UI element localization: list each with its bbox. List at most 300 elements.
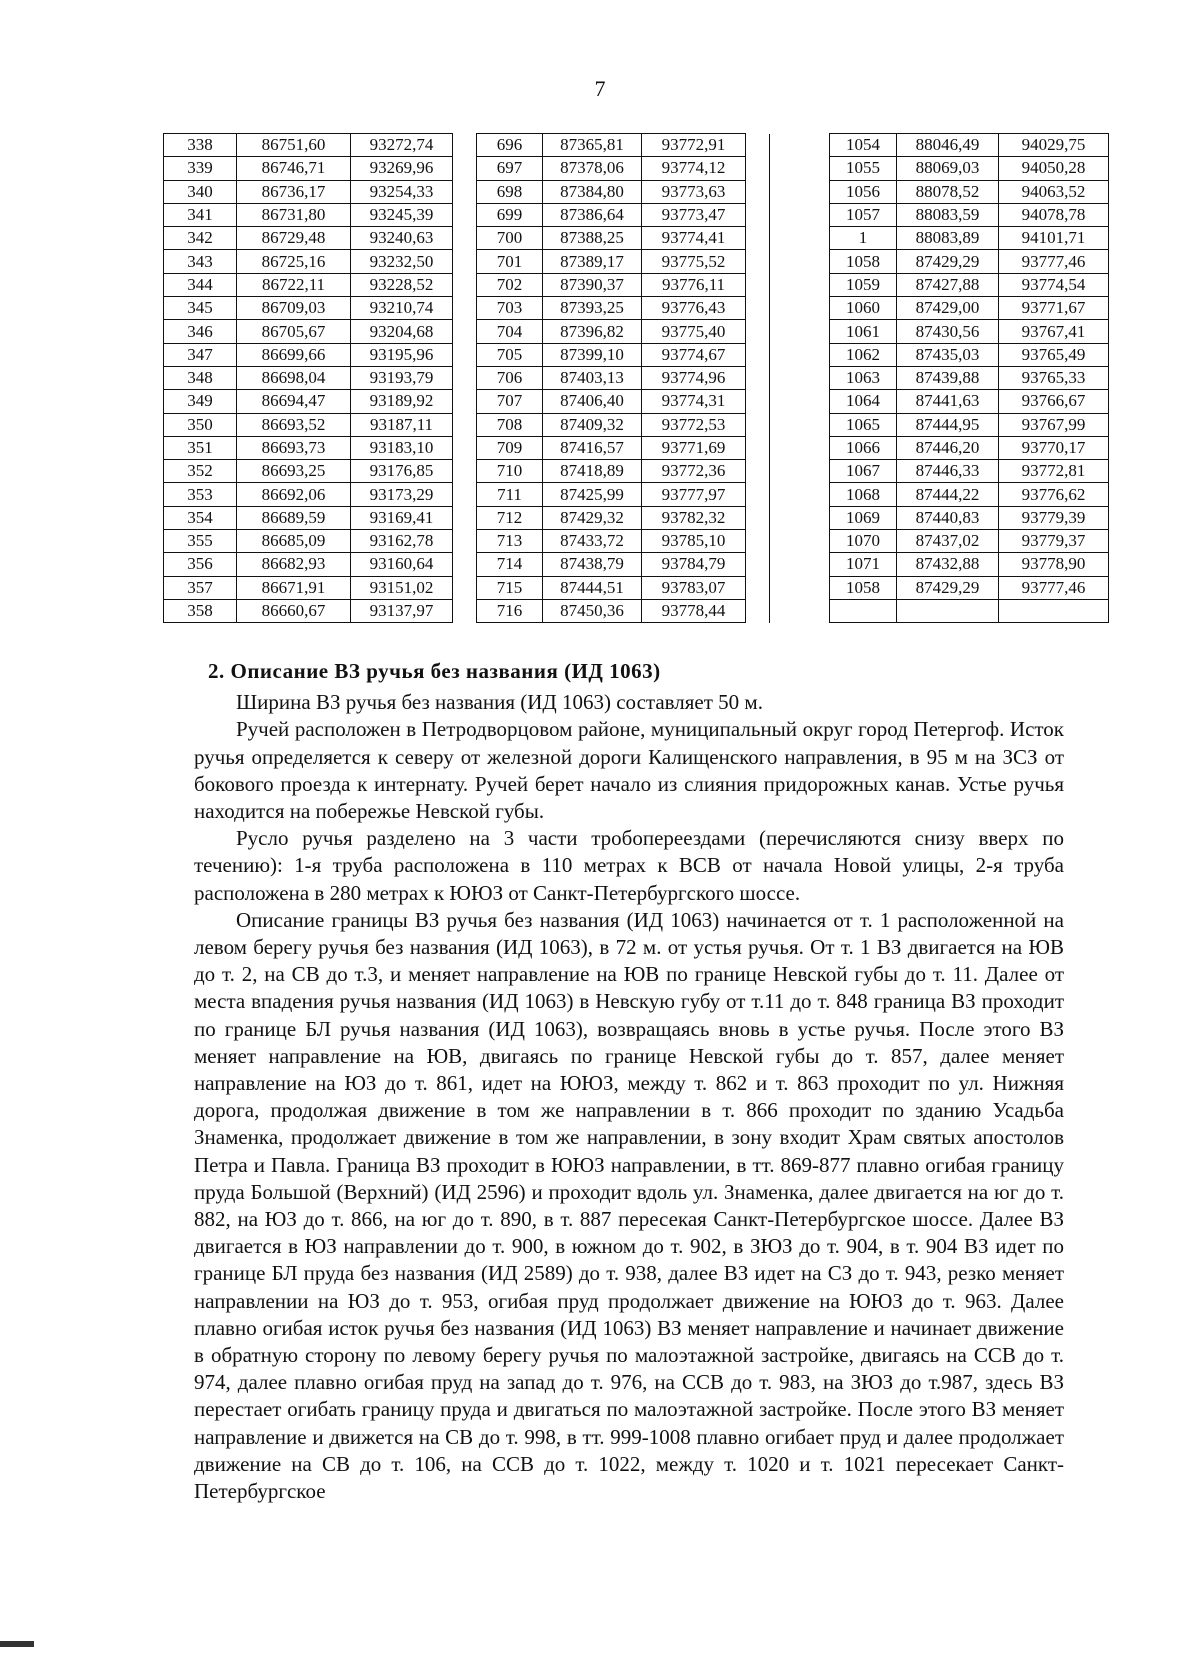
y-coordinate-cell: 93767,99 — [999, 413, 1109, 436]
table-row — [830, 506, 1109, 529]
point-number-cell: 1063 — [830, 366, 897, 389]
column-gap — [453, 343, 477, 366]
column-gap — [746, 134, 770, 157]
x-coordinate-cell: 87386,64 — [543, 203, 642, 226]
column-gap — [746, 460, 770, 483]
column-gap — [746, 436, 770, 459]
table-row — [477, 390, 770, 413]
point-number-cell: 343 — [164, 250, 237, 273]
y-coordinate-cell: 93228,52 — [351, 273, 453, 296]
point-number-cell: 357 — [164, 576, 237, 599]
y-coordinate-cell: 93774,12 — [642, 157, 746, 180]
x-coordinate-cell: 87437,02 — [897, 530, 999, 553]
y-coordinate-cell: 93210,74 — [351, 297, 453, 320]
x-coordinate-cell: 86699,66 — [237, 343, 351, 366]
x-coordinate-cell — [897, 599, 999, 622]
y-coordinate-cell: 94078,78 — [999, 203, 1109, 226]
point-number-cell: 344 — [164, 273, 237, 296]
column-gap — [453, 297, 477, 320]
y-coordinate-cell: 93772,53 — [642, 413, 746, 436]
column-gap — [453, 134, 477, 157]
point-number-cell: 1069 — [830, 506, 897, 529]
x-coordinate-cell: 87440,83 — [897, 506, 999, 529]
table-row — [477, 180, 770, 203]
paragraph-width: Ширина ВЗ ручья без названия (ИД 1063) составляет 50 м. — [236, 690, 763, 715]
y-coordinate-cell: 93189,92 — [351, 390, 453, 413]
x-coordinate-cell: 87429,32 — [543, 506, 642, 529]
table-row — [164, 227, 477, 250]
x-coordinate-cell: 87429,00 — [897, 297, 999, 320]
column-gap — [746, 413, 770, 436]
y-coordinate-cell: 93232,50 — [351, 250, 453, 273]
column-gap — [453, 157, 477, 180]
x-coordinate-cell: 87446,33 — [897, 460, 999, 483]
y-coordinate-cell: 93269,96 — [351, 157, 453, 180]
point-number-cell: 1060 — [830, 297, 897, 320]
table-row — [830, 250, 1109, 273]
table-row — [164, 366, 477, 389]
column-gap — [746, 576, 770, 599]
paragraph-channel: Русло ручья разделено на 3 части тробопереездами (перечисляются снизу вверх по течению): 1-я труба расположена в 110 метрах к ВСВ от начала Новой улицы, 2-я труба расположена в 280 метрах к ЮЮЗ от Санкт-Петербургского шоссе. — [194, 826, 1064, 905]
point-number-cell: 701 — [477, 250, 543, 273]
y-coordinate-cell: 93778,90 — [999, 553, 1109, 576]
point-number-cell: 1065 — [830, 413, 897, 436]
x-coordinate-cell: 86694,47 — [237, 390, 351, 413]
column-gap — [453, 413, 477, 436]
table-row — [830, 483, 1109, 506]
x-coordinate-cell: 87446,20 — [897, 436, 999, 459]
x-coordinate-cell: 86693,25 — [237, 460, 351, 483]
column-gap — [746, 180, 770, 203]
table-row — [477, 134, 770, 157]
x-coordinate-cell: 86736,17 — [237, 180, 351, 203]
point-number-cell: 697 — [477, 157, 543, 180]
point-number-cell: 346 — [164, 320, 237, 343]
table-row — [477, 157, 770, 180]
x-coordinate-cell: 87384,80 — [543, 180, 642, 203]
point-number-cell: 349 — [164, 390, 237, 413]
point-number-cell: 353 — [164, 483, 237, 506]
table-row — [164, 320, 477, 343]
table-row — [830, 366, 1109, 389]
point-number-cell: 339 — [164, 157, 237, 180]
point-number-cell: 1068 — [830, 483, 897, 506]
table-row — [830, 599, 1109, 622]
x-coordinate-cell: 86709,03 — [237, 297, 351, 320]
table-row — [164, 203, 477, 226]
x-coordinate-cell: 86725,16 — [237, 250, 351, 273]
section-2 — [194, 658, 1064, 1505]
y-coordinate-cell: 93766,67 — [999, 390, 1109, 413]
y-coordinate-cell: 93779,39 — [999, 506, 1109, 529]
column-gap — [746, 553, 770, 576]
table-row — [477, 320, 770, 343]
point-number-cell: 354 — [164, 506, 237, 529]
y-coordinate-cell: 94101,71 — [999, 227, 1109, 250]
x-coordinate-cell: 87409,32 — [543, 413, 642, 436]
coordinates-table-right — [829, 133, 1109, 623]
y-coordinate-cell: 94063,52 — [999, 180, 1109, 203]
x-coordinate-cell: 87444,22 — [897, 483, 999, 506]
point-number-cell: 713 — [477, 530, 543, 553]
y-coordinate-cell: 93771,69 — [642, 436, 746, 459]
y-coordinate-cell: 93774,96 — [642, 366, 746, 389]
point-number-cell: 1070 — [830, 530, 897, 553]
x-coordinate-cell: 86689,59 — [237, 506, 351, 529]
table-row — [830, 390, 1109, 413]
y-coordinate-cell: 93765,33 — [999, 366, 1109, 389]
x-coordinate-cell: 86729,48 — [237, 227, 351, 250]
x-coordinate-cell: 86705,67 — [237, 320, 351, 343]
x-coordinate-cell: 87435,03 — [897, 343, 999, 366]
y-coordinate-cell: 93776,11 — [642, 273, 746, 296]
table-row — [477, 203, 770, 226]
table-row — [830, 320, 1109, 343]
point-number-cell: 699 — [477, 203, 543, 226]
table-row — [830, 297, 1109, 320]
table-row — [830, 576, 1109, 599]
table-row — [477, 436, 770, 459]
table-row — [830, 203, 1109, 226]
y-coordinate-cell: 93776,62 — [999, 483, 1109, 506]
y-coordinate-cell: 93775,52 — [642, 250, 746, 273]
point-number-cell: 1067 — [830, 460, 897, 483]
table-row — [164, 599, 477, 622]
table-row — [164, 530, 477, 553]
column-gap — [453, 530, 477, 553]
point-number-cell: 1059 — [830, 273, 897, 296]
x-coordinate-cell: 86682,93 — [237, 553, 351, 576]
table-row — [477, 576, 770, 599]
table-row — [164, 343, 477, 366]
table-row — [830, 530, 1109, 553]
point-number-cell: 1058 — [830, 576, 897, 599]
column-gap — [453, 553, 477, 576]
column-gap — [746, 506, 770, 529]
y-coordinate-cell — [999, 599, 1109, 622]
point-number-cell: 1055 — [830, 157, 897, 180]
x-coordinate-cell: 87416,57 — [543, 436, 642, 459]
table-row — [477, 366, 770, 389]
table-row — [164, 250, 477, 273]
x-coordinate-cell: 87389,17 — [543, 250, 642, 273]
y-coordinate-cell: 93778,44 — [642, 599, 746, 622]
point-number-cell: 710 — [477, 460, 543, 483]
y-coordinate-cell: 93770,17 — [999, 436, 1109, 459]
x-coordinate-cell: 86692,06 — [237, 483, 351, 506]
x-coordinate-cell: 86693,52 — [237, 413, 351, 436]
y-coordinate-cell: 93776,43 — [642, 297, 746, 320]
table-row — [164, 297, 477, 320]
table-row — [477, 506, 770, 529]
y-coordinate-cell: 93775,40 — [642, 320, 746, 343]
y-coordinate-cell: 93772,81 — [999, 460, 1109, 483]
x-coordinate-cell: 87425,99 — [543, 483, 642, 506]
point-number-cell: 341 — [164, 203, 237, 226]
x-coordinate-cell: 87365,81 — [543, 134, 642, 157]
x-coordinate-cell: 87433,72 — [543, 530, 642, 553]
table-row — [477, 460, 770, 483]
paragraph-boundary: Описание границы ВЗ ручья без названия (ИД 1063) начинается от т. 1 расположенной на левом берегу ручья без названия (ИД 1063), в 72 м. от устья ручья. От т. 1 ВЗ двигается на ЮВ до т. 2, на СВ до т.3, и меняет направление на ЮВ по границе Невской губы до т. 11. Далее от места впадения ручья названия (ИД 1063) в Невскую губу от т.11 до т. 848 граница ВЗ проходит по границе БЛ ручья названия (ИД 1063), возвращаясь вновь в устье ручья. После этого ВЗ меняет направление на ЮВ, двигаясь по границе Невской губы до т. 857, далее меняет направление на ЮЗ до т. 861, идет на ЮЮЗ, между т. 862 и т. 863 проходит по ул. Нижняя дорога, продолжая движение в том же направлении в т. 866 проходит по зданию Усадьба Знаменка, продолжает движение в том же направлении, в зону входит Храм святых апостолов Петра и Павла. Граница ВЗ проходит в ЮЮЗ направлении, в тт. 869-877 плавно огибая границу пруда Большой (Верхний) (ИД 2596) и проходит вдоль ул. Знаменка, далее двигается на юг до т. 882, на ЮЗ до т. 866, на юг до т. 890, в т. 887 пересекая Санкт-Петербургское шоссе. Далее ВЗ двигается в ЮЗ направлении до т. 900, в южном до т. 902, в ЗЮЗ до т. 904, в т. 904 ВЗ идет по границе БЛ пруда без названия (ИД 2589) до т. 938, далее ВЗ идет на СЗ до т. 943, резко меняет направлении на ЮЗ до т. 953, огибая пруд продолжает движение на ЮЮЗ до т. 963. Далее плавно огибая исток ручья без названия (ИД 1063) ВЗ меняет направление и начинает движение в обратную сторону по левому берегу ручья по малоэтажной застройке, двигаясь на ССВ до т. 974, далее плавно огибая пруд на запад до т. 976, на ССВ до т. 983, на ЗЮЗ до т.987, здесь ВЗ перестает огибать границу пруда и двигаться по малоэтажной застройке. После этого ВЗ меняет направление и движется на СВ до т. 998, в тт. 999-1008 плавно огибает пруд и далее продолжает движение на СВ до т. 106, на ССВ до т. 1022, между т. 1020 и т. 1021 пересекает Санкт-Петербургское — [194, 907, 1064, 1504]
y-coordinate-cell: 93195,96 — [351, 343, 453, 366]
x-coordinate-cell: 87439,88 — [897, 366, 999, 389]
point-number-cell: 345 — [164, 297, 237, 320]
y-coordinate-cell: 93779,37 — [999, 530, 1109, 553]
paragraph-location: Ручей расположен в Петродворцовом районе, муниципальный округ город Петергоф. Исток ручья определяется к северу от железной дороги Калищенского направления, в 95 м на ЗСЗ от бокового проезда к интернату. Ручей берет начало из слияния придорожных канав. Устье ручья находится на побережье Невской губы. — [194, 717, 1064, 824]
column-gap — [746, 366, 770, 389]
point-number-cell: 714 — [477, 553, 543, 576]
column-gap — [746, 157, 770, 180]
column-gap — [746, 273, 770, 296]
page-number: 7 — [594, 76, 606, 101]
column-gap — [453, 250, 477, 273]
y-coordinate-cell: 93176,85 — [351, 460, 453, 483]
column-gap — [453, 436, 477, 459]
table-row — [477, 553, 770, 576]
y-coordinate-cell: 93187,11 — [351, 413, 453, 436]
table-row — [164, 134, 477, 157]
point-number-cell: 703 — [477, 297, 543, 320]
point-number-cell: 351 — [164, 436, 237, 459]
column-gap — [453, 599, 477, 622]
y-coordinate-cell: 93774,41 — [642, 227, 746, 250]
table-row — [477, 250, 770, 273]
column-gap — [453, 320, 477, 343]
column-gap — [453, 273, 477, 296]
coordinates-table-middle — [476, 133, 770, 623]
table-row — [164, 157, 477, 180]
point-number-cell: 358 — [164, 599, 237, 622]
column-gap — [746, 483, 770, 506]
x-coordinate-cell: 87438,79 — [543, 553, 642, 576]
x-coordinate-cell: 86693,73 — [237, 436, 351, 459]
y-coordinate-cell: 93777,97 — [642, 483, 746, 506]
table-row — [830, 413, 1109, 436]
point-number-cell: 698 — [477, 180, 543, 203]
y-coordinate-cell: 93784,79 — [642, 553, 746, 576]
table-row — [164, 553, 477, 576]
table-row — [164, 576, 477, 599]
y-coordinate-cell: 93765,49 — [999, 343, 1109, 366]
point-number-cell: 356 — [164, 553, 237, 576]
table-row — [164, 460, 477, 483]
x-coordinate-cell: 87427,88 — [897, 273, 999, 296]
point-number-cell: 1066 — [830, 436, 897, 459]
column-gap — [746, 297, 770, 320]
column-gap — [453, 366, 477, 389]
point-number-cell: 1058 — [830, 250, 897, 273]
table-row — [830, 553, 1109, 576]
table-row — [477, 413, 770, 436]
column-gap — [453, 460, 477, 483]
point-number-cell: 1064 — [830, 390, 897, 413]
point-number-cell: 1 — [830, 227, 897, 250]
x-coordinate-cell: 87432,88 — [897, 553, 999, 576]
point-number-cell: 1056 — [830, 180, 897, 203]
y-coordinate-cell: 94050,28 — [999, 157, 1109, 180]
y-coordinate-cell: 93773,63 — [642, 180, 746, 203]
point-number-cell: 704 — [477, 320, 543, 343]
y-coordinate-cell: 93160,64 — [351, 553, 453, 576]
table-row — [830, 436, 1109, 459]
x-coordinate-cell: 87393,25 — [543, 297, 642, 320]
point-number-cell: 700 — [477, 227, 543, 250]
y-coordinate-cell: 93162,78 — [351, 530, 453, 553]
y-coordinate-cell: 93767,41 — [999, 320, 1109, 343]
y-coordinate-cell: 93169,41 — [351, 506, 453, 529]
table-row — [164, 483, 477, 506]
point-number-cell: 1062 — [830, 343, 897, 366]
x-coordinate-cell: 86671,91 — [237, 576, 351, 599]
column-gap — [746, 320, 770, 343]
x-coordinate-cell: 87430,56 — [897, 320, 999, 343]
scan-edge-mark — [0, 1641, 34, 1647]
point-number-cell: 709 — [477, 436, 543, 459]
column-gap — [453, 483, 477, 506]
column-gap — [453, 390, 477, 413]
table-row — [477, 483, 770, 506]
table-row — [477, 273, 770, 296]
x-coordinate-cell: 86731,80 — [237, 203, 351, 226]
column-gap — [453, 180, 477, 203]
x-coordinate-cell: 87444,95 — [897, 413, 999, 436]
x-coordinate-cell: 86698,04 — [237, 366, 351, 389]
column-gap — [746, 390, 770, 413]
x-coordinate-cell: 87396,82 — [543, 320, 642, 343]
x-coordinate-cell: 87429,29 — [897, 576, 999, 599]
column-gap — [453, 203, 477, 226]
point-number-cell: 352 — [164, 460, 237, 483]
table-row — [830, 157, 1109, 180]
x-coordinate-cell: 88083,89 — [897, 227, 999, 250]
y-coordinate-cell: 93245,39 — [351, 203, 453, 226]
y-coordinate-cell: 93785,10 — [642, 530, 746, 553]
y-coordinate-cell: 93782,32 — [642, 506, 746, 529]
y-coordinate-cell: 93173,29 — [351, 483, 453, 506]
x-coordinate-cell: 88046,49 — [897, 134, 999, 157]
table-row — [477, 530, 770, 553]
point-number-cell: 340 — [164, 180, 237, 203]
table-row — [830, 134, 1109, 157]
x-coordinate-cell: 86722,11 — [237, 273, 351, 296]
x-coordinate-cell: 86746,71 — [237, 157, 351, 180]
y-coordinate-cell: 93151,02 — [351, 576, 453, 599]
table-row — [164, 180, 477, 203]
y-coordinate-cell: 93771,67 — [999, 297, 1109, 320]
point-number-cell: 716 — [477, 599, 543, 622]
point-number-cell: 712 — [477, 506, 543, 529]
y-coordinate-cell: 93240,63 — [351, 227, 453, 250]
y-coordinate-cell: 93774,31 — [642, 390, 746, 413]
y-coordinate-cell: 93183,10 — [351, 436, 453, 459]
x-coordinate-cell: 87418,89 — [543, 460, 642, 483]
x-coordinate-cell: 87378,06 — [543, 157, 642, 180]
point-number-cell: 1061 — [830, 320, 897, 343]
table-row — [164, 413, 477, 436]
x-coordinate-cell: 88078,52 — [897, 180, 999, 203]
y-coordinate-cell: 93272,74 — [351, 134, 453, 157]
table-row — [164, 436, 477, 459]
y-coordinate-cell: 93137,97 — [351, 599, 453, 622]
y-coordinate-cell: 93774,67 — [642, 343, 746, 366]
table-row — [830, 273, 1109, 296]
point-number-cell: 715 — [477, 576, 543, 599]
column-gap — [453, 227, 477, 250]
y-coordinate-cell: 93777,46 — [999, 250, 1109, 273]
point-number-cell: 696 — [477, 134, 543, 157]
point-number-cell: 342 — [164, 227, 237, 250]
x-coordinate-cell: 87406,40 — [543, 390, 642, 413]
x-coordinate-cell: 87429,29 — [897, 250, 999, 273]
y-coordinate-cell: 93204,68 — [351, 320, 453, 343]
column-gap — [453, 576, 477, 599]
coordinates-table-left — [163, 133, 477, 623]
x-coordinate-cell: 87441,63 — [897, 390, 999, 413]
table-row — [830, 343, 1109, 366]
y-coordinate-cell: 93772,91 — [642, 134, 746, 157]
y-coordinate-cell: 93773,47 — [642, 203, 746, 226]
point-number-cell: 347 — [164, 343, 237, 366]
table-row — [477, 343, 770, 366]
x-coordinate-cell: 87403,13 — [543, 366, 642, 389]
x-coordinate-cell: 88083,59 — [897, 203, 999, 226]
x-coordinate-cell: 86685,09 — [237, 530, 351, 553]
section-heading: 2. Описание ВЗ ручья без названия (ИД 1063) — [208, 659, 661, 683]
column-gap — [746, 343, 770, 366]
column-gap — [746, 227, 770, 250]
y-coordinate-cell: 93774,54 — [999, 273, 1109, 296]
point-number-cell: 348 — [164, 366, 237, 389]
table-row — [830, 460, 1109, 483]
y-coordinate-cell: 93254,33 — [351, 180, 453, 203]
x-coordinate-cell: 88069,03 — [897, 157, 999, 180]
y-coordinate-cell: 93193,79 — [351, 366, 453, 389]
y-coordinate-cell: 93783,07 — [642, 576, 746, 599]
table-row — [830, 227, 1109, 250]
y-coordinate-cell: 94029,75 — [999, 134, 1109, 157]
x-coordinate-cell: 87388,25 — [543, 227, 642, 250]
table-row — [164, 273, 477, 296]
x-coordinate-cell: 87390,37 — [543, 273, 642, 296]
column-gap — [746, 530, 770, 553]
point-number-cell — [830, 599, 897, 622]
point-number-cell: 705 — [477, 343, 543, 366]
point-number-cell: 350 — [164, 413, 237, 436]
point-number-cell: 1054 — [830, 134, 897, 157]
x-coordinate-cell: 86660,67 — [237, 599, 351, 622]
x-coordinate-cell: 86751,60 — [237, 134, 351, 157]
y-coordinate-cell: 93777,46 — [999, 576, 1109, 599]
table-row — [477, 599, 770, 622]
point-number-cell: 708 — [477, 413, 543, 436]
point-number-cell: 355 — [164, 530, 237, 553]
column-gap — [746, 599, 770, 622]
table-row — [477, 297, 770, 320]
column-gap — [746, 250, 770, 273]
point-number-cell: 702 — [477, 273, 543, 296]
x-coordinate-cell: 87444,51 — [543, 576, 642, 599]
point-number-cell: 707 — [477, 390, 543, 413]
point-number-cell: 1057 — [830, 203, 897, 226]
x-coordinate-cell: 87450,36 — [543, 599, 642, 622]
table-row — [477, 227, 770, 250]
point-number-cell: 711 — [477, 483, 543, 506]
column-gap — [746, 203, 770, 226]
column-gap — [453, 506, 477, 529]
point-number-cell: 1071 — [830, 553, 897, 576]
x-coordinate-cell: 87399,10 — [543, 343, 642, 366]
table-row — [164, 506, 477, 529]
